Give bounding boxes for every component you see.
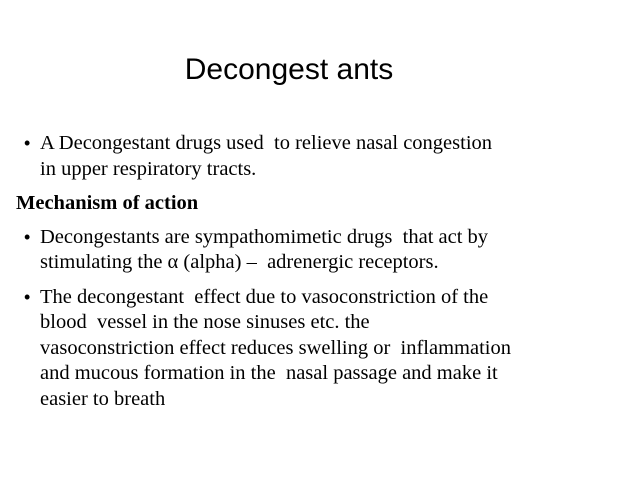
- mechanism-line: stimulating the α (alpha) – adrenergic receptors.: [40, 251, 439, 273]
- effect-line: blood vessel in the nose sinuses etc. the: [40, 311, 370, 333]
- effect-line: easier to breath: [40, 387, 166, 410]
- effect-line: The decongestant effect due to vasoconstriction of the: [40, 285, 489, 308]
- bullet-icon: •: [24, 286, 31, 307]
- mechanism-line: Decongestants are sympathomimetic drugs that act by: [40, 225, 489, 248]
- intro-line: A Decongestant drugs used to relieve nasal congestion: [40, 132, 493, 154]
- effect-line: vasoconstriction effect reduces swelling or inflammation: [40, 336, 511, 359]
- slide-body: [16, 131, 624, 421]
- bullet-icon: •: [24, 133, 31, 153]
- mechanism-bullet: [24, 225, 624, 276]
- intro-bullet: [24, 131, 624, 182]
- effect-bullet: [24, 285, 624, 413]
- intro-line: in upper respiratory tracts.: [40, 157, 257, 180]
- effect-line: and mucous formation in the nasal passage and make it: [40, 362, 498, 384]
- section-heading: Mechanism of action: [16, 192, 199, 214]
- bullet-icon: •: [24, 226, 31, 247]
- slide-title: Decongest ants: [184, 53, 394, 86]
